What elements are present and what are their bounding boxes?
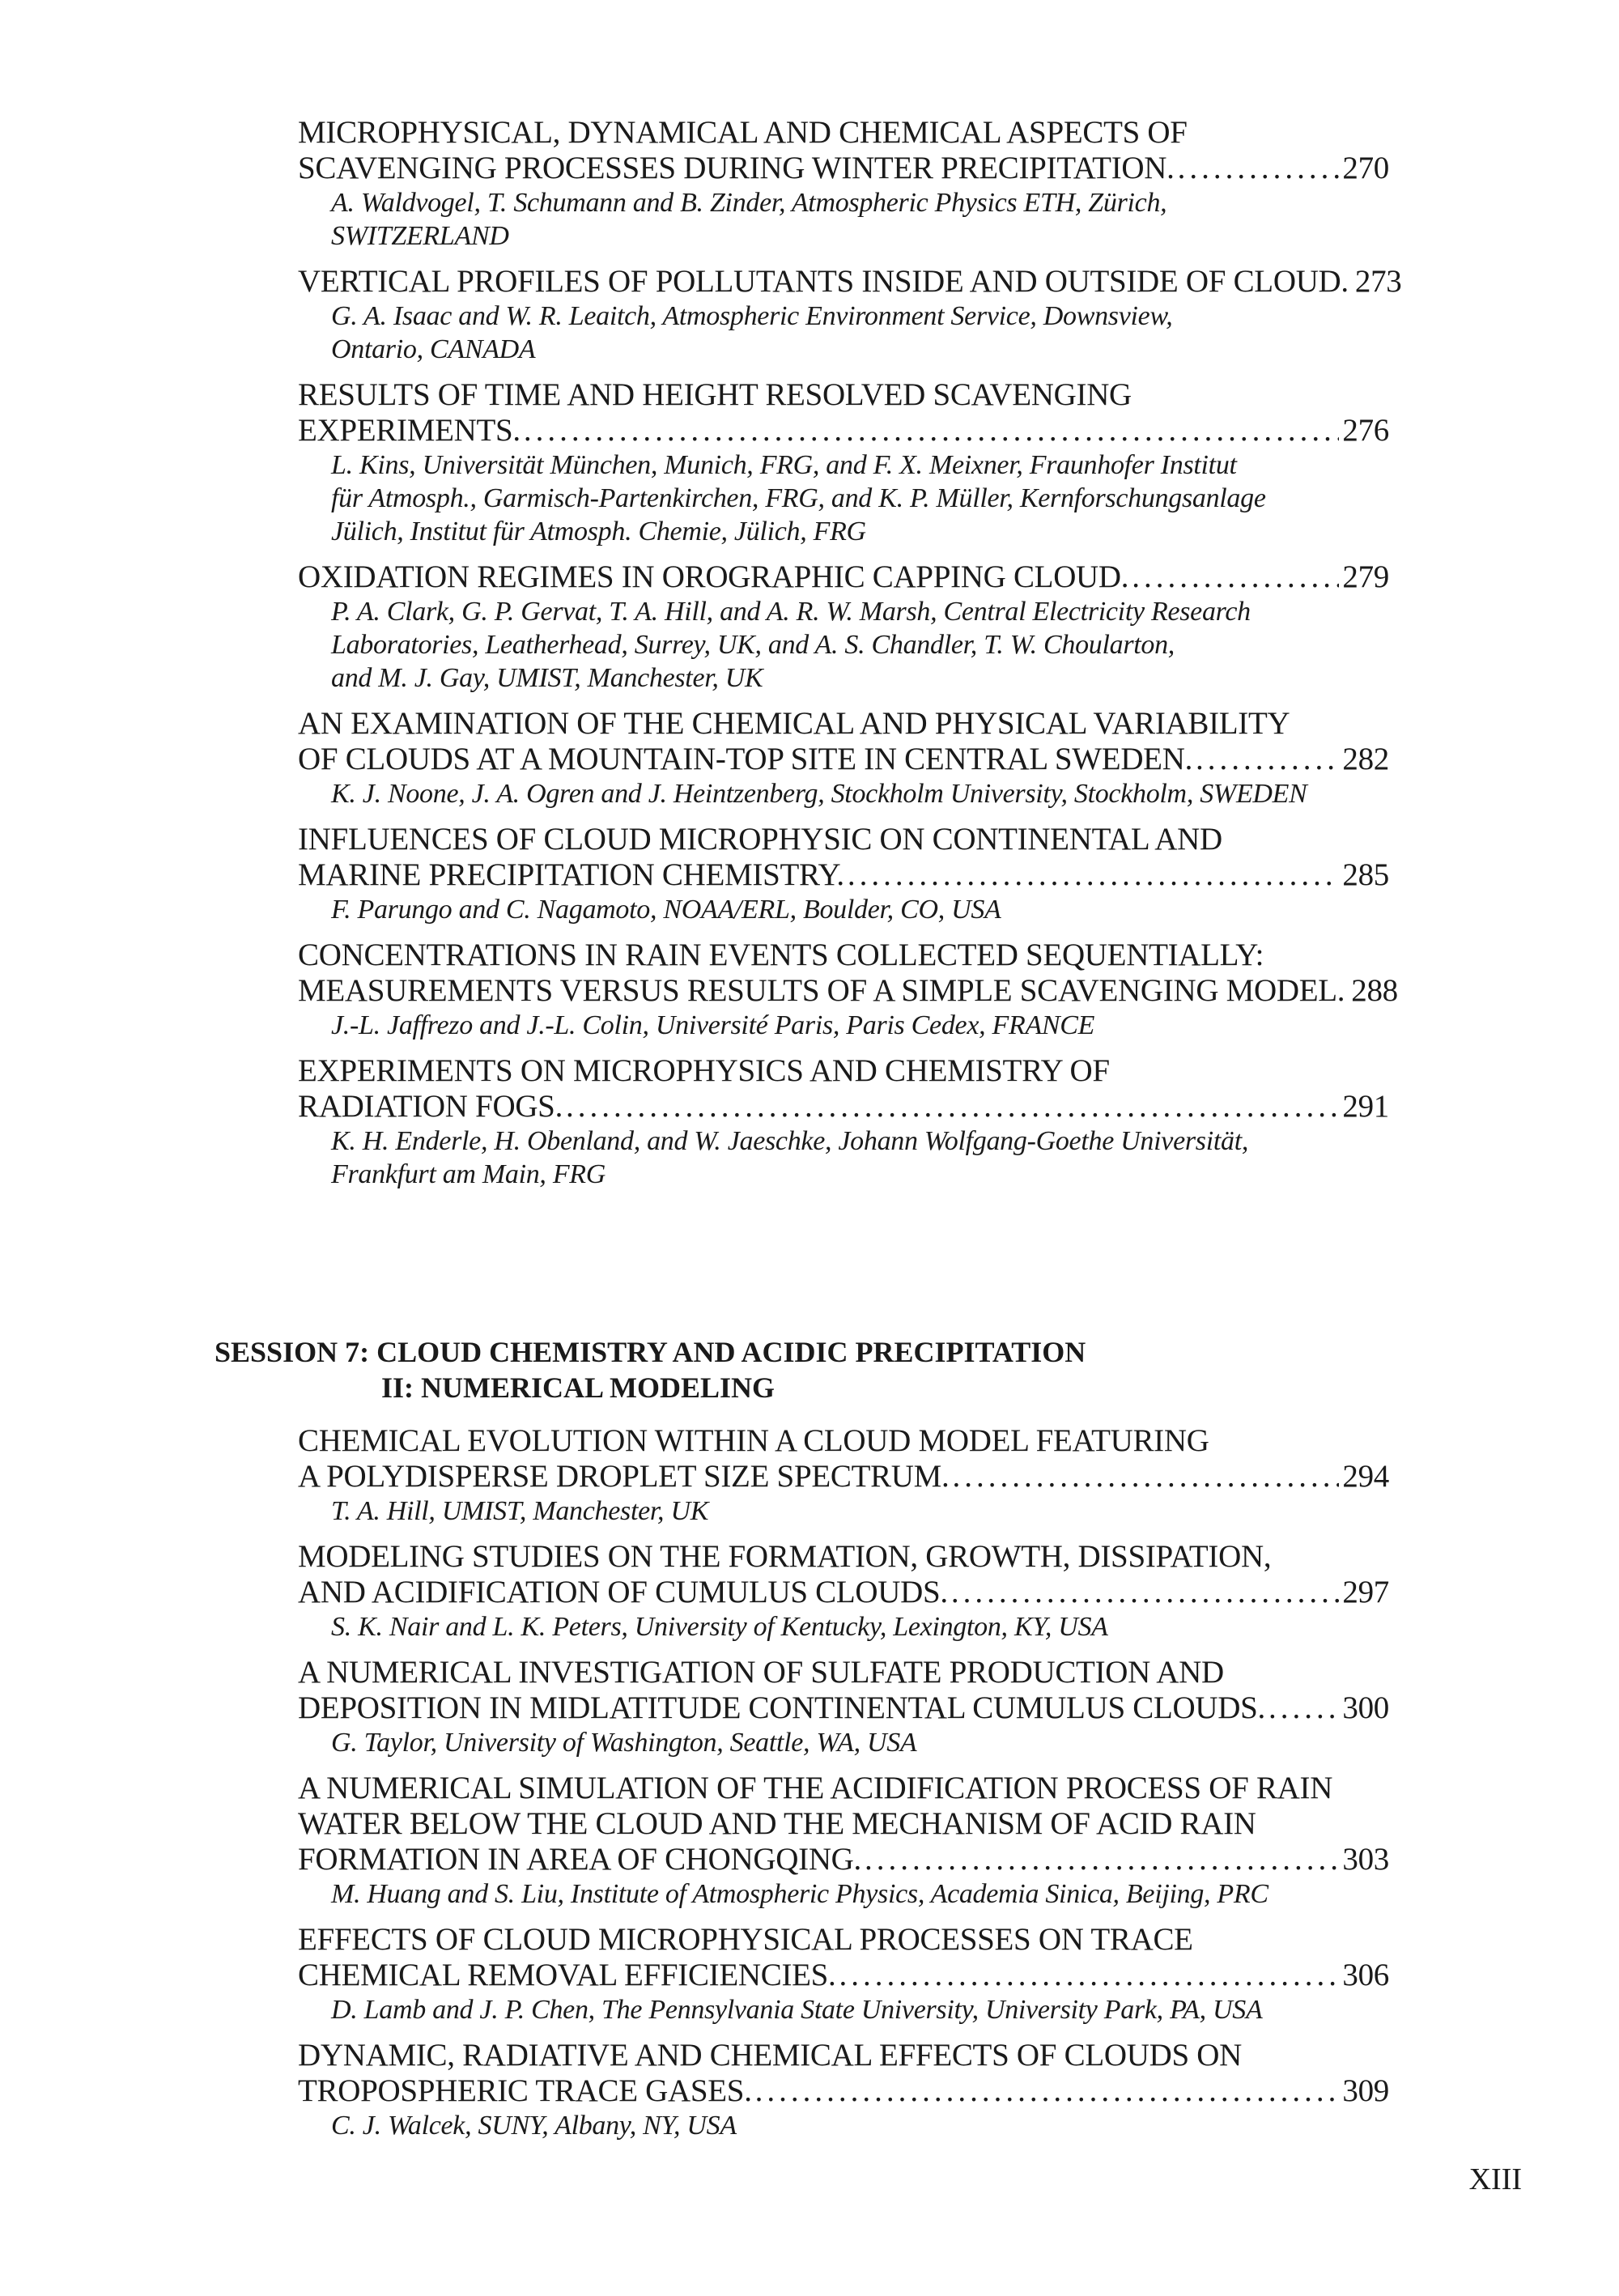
toc-entry bbox=[298, 1423, 1389, 1528]
entry-author-line: S. K. Nair and L. K. Peters, University of Kentucky, Lexington, KY, USA bbox=[331, 1612, 1108, 1642]
entry-title-line: A NUMERICAL INVESTIGATION OF SULFATE PRODUCTION AND bbox=[298, 1655, 1224, 1690]
entry-page-number: 303 bbox=[1342, 1842, 1389, 1877]
toc-entry bbox=[298, 1771, 1389, 1911]
entry-page-number: 300 bbox=[1342, 1690, 1389, 1725]
entry-title bbox=[298, 264, 1402, 300]
entry-title-line: MODELING STUDIES ON THE FORMATION, GROWTH, DISSIPATION, bbox=[298, 1539, 1272, 1574]
dot-leader bbox=[566, 1089, 1339, 1125]
entry-authors bbox=[331, 1125, 1389, 1191]
entry-author-line: M. Huang and S. Liu, Institute of Atmospheric Physics, Academia Sinica, Beijing, PRC bbox=[331, 1879, 1268, 1909]
entry-title bbox=[298, 559, 1389, 595]
entry-title-last-line bbox=[298, 857, 1389, 893]
entry-title bbox=[298, 1053, 1389, 1125]
entry-author-line: SWITZERLAND bbox=[331, 221, 509, 251]
entry-title-last-line bbox=[298, 151, 1389, 186]
dot-leader bbox=[1196, 742, 1339, 777]
entry-title bbox=[298, 377, 1389, 449]
entry-title-line: DYNAMIC, RADIATIVE AND CHEMICAL EFFECTS OF CLOUDS ON bbox=[298, 2038, 1243, 2073]
dot-leader bbox=[1178, 151, 1340, 186]
dot-leader bbox=[524, 413, 1340, 449]
entry-title-line: DEPOSITION IN MIDLATITUDE CONTINENTAL CUMULUS CLOUDS. bbox=[298, 1690, 1265, 1725]
entry-author-line: F. Parungo and C. Nagamoto, NOAA/ERL, Boulder, CO, USA bbox=[331, 895, 1001, 925]
entry-author-line: T. A. Hill, UMIST, Manchester, UK bbox=[331, 1496, 709, 1526]
entry-title-line: AN EXAMINATION OF THE CHEMICAL AND PHYSICAL VARIABILITY bbox=[298, 706, 1290, 741]
entry-title-last-line bbox=[298, 1459, 1389, 1495]
entry-title bbox=[298, 1922, 1389, 1993]
entry-title-last-line bbox=[298, 1089, 1389, 1125]
entry-title-line: INFLUENCES OF CLOUD MICROPHYSIC ON CONTINENTAL AND bbox=[298, 822, 1222, 857]
toc-entry bbox=[298, 1539, 1389, 1643]
entry-title-line: WATER BELOW THE CLOUD AND THE MECHANISM OF ACID RAIN bbox=[298, 1806, 1256, 1841]
toc-entry bbox=[298, 2038, 1389, 2142]
entry-title-last-line bbox=[298, 264, 1402, 300]
entry-page-number: 279 bbox=[1342, 559, 1389, 594]
entry-title-line: MEASUREMENTS VERSUS RESULTS OF A SIMPLE SCAVENGING MODEL. bbox=[298, 973, 1345, 1008]
entry-title-line: RESULTS OF TIME AND HEIGHT RESOLVED SCAVENGING bbox=[298, 377, 1132, 412]
entry-authors bbox=[331, 777, 1389, 810]
entry-page-number: 273 bbox=[1354, 264, 1402, 299]
entry-page-number: 294 bbox=[1342, 1459, 1389, 1494]
entry-title-line: OXIDATION REGIMES IN OROGRAPHIC CAPPING CLOUD. bbox=[298, 559, 1129, 594]
entry-authors bbox=[331, 1877, 1389, 1911]
entry-author-line: für Atmosph., Garmisch-Partenkirchen, FRG, and K. P. Müller, Kernforschungsanlage bbox=[331, 483, 1266, 513]
entry-authors bbox=[331, 1610, 1389, 1643]
entry-title bbox=[298, 938, 1398, 1009]
entry-author-line: L. Kins, Universität München, Munich, FRG, and F. X. Meixner, Fraunhofer Institut bbox=[331, 450, 1237, 480]
entry-author-line: K. J. Noone, J. A. Ogren and J. Heintzenberg, Stockholm University, Stockholm, SWEDEN bbox=[331, 779, 1307, 809]
entry-authors bbox=[331, 1495, 1389, 1528]
entry-page-number: 297 bbox=[1342, 1575, 1389, 1609]
toc-entry bbox=[298, 115, 1389, 253]
toc-entry bbox=[298, 377, 1389, 548]
entry-authors bbox=[331, 595, 1389, 695]
entry-author-line: Ontario, CANADA bbox=[331, 334, 536, 364]
entry-page-number: 276 bbox=[1342, 413, 1389, 448]
entry-title-last-line bbox=[298, 1958, 1389, 1993]
dot-leader bbox=[755, 2073, 1340, 2109]
entry-title-line: MICROPHYSICAL, DYNAMICAL AND CHEMICAL ASPECTS OF bbox=[298, 115, 1188, 150]
entry-author-line: Jülich, Institut für Atmosph. Chemie, Jülich, FRG bbox=[331, 517, 866, 546]
entry-title bbox=[298, 1539, 1389, 1610]
entry-authors bbox=[331, 449, 1389, 548]
dot-leader bbox=[953, 1459, 1340, 1495]
toc-entry bbox=[298, 1922, 1389, 2026]
entry-authors bbox=[331, 2109, 1389, 2142]
entry-title bbox=[298, 822, 1389, 893]
entry-title-last-line bbox=[298, 1575, 1389, 1610]
toc-entry bbox=[298, 559, 1389, 695]
dot-leader bbox=[1268, 1690, 1339, 1726]
toc-entry bbox=[298, 264, 1402, 366]
entry-title-last-line bbox=[298, 2073, 1389, 2109]
page-number: XIII bbox=[1468, 2162, 1522, 2196]
dot-leader bbox=[839, 1958, 1340, 1993]
dot-leader bbox=[1132, 559, 1339, 595]
entry-authors bbox=[331, 300, 1389, 366]
entry-title bbox=[298, 2038, 1389, 2109]
entry-title-last-line bbox=[298, 1842, 1389, 1877]
entry-title-line: VERTICAL PROFILES OF POLLUTANTS INSIDE AND OUTSIDE OF CLOUD. bbox=[298, 264, 1349, 299]
entry-page-number: 291 bbox=[1342, 1089, 1389, 1124]
entry-author-line: K. H. Enderle, H. Obenland, and W. Jaeschke, Johann Wolfgang-Goethe Universität, bbox=[331, 1126, 1249, 1156]
dot-leader bbox=[865, 1842, 1339, 1877]
entry-title-line: EXPERIMENTS ON MICROPHYSICS AND CHEMISTRY OF bbox=[298, 1053, 1110, 1088]
entry-title-line: CHEMICAL EVOLUTION WITHIN A CLOUD MODEL FEATURING bbox=[298, 1423, 1209, 1458]
entry-author-line: Laboratories, Leatherhead, Surrey, UK, and A. S. Chandler, T. W. Choularton, bbox=[331, 630, 1175, 660]
entry-page-number: 285 bbox=[1342, 857, 1389, 892]
entry-author-line: G. Taylor, University of Washington, Seattle, WA, USA bbox=[331, 1728, 917, 1758]
entry-title-line: EXPERIMENTS. bbox=[298, 413, 521, 448]
entry-authors bbox=[331, 1993, 1389, 2026]
entry-authors bbox=[331, 1009, 1389, 1042]
toc-entries-bottom bbox=[298, 1423, 1389, 2154]
entry-page-number: 306 bbox=[1342, 1958, 1389, 1992]
session-subtitle: II: NUMERICAL MODELING bbox=[381, 1371, 776, 1404]
entry-title bbox=[298, 1771, 1389, 1877]
entry-authors bbox=[331, 1726, 1389, 1759]
entry-page-number: 270 bbox=[1342, 151, 1389, 185]
entry-author-line: J.-L. Jaffrezo and J.-L. Colin, Université Paris, Paris Cedex, FRANCE bbox=[331, 1010, 1095, 1040]
toc-entry bbox=[298, 1655, 1389, 1759]
entry-title-line: AND ACIDIFICATION OF CUMULUS CLOUDS. bbox=[298, 1575, 948, 1609]
toc-entry bbox=[298, 1053, 1389, 1191]
entry-authors bbox=[331, 893, 1389, 926]
entry-title-line: TROPOSPHERIC TRACE GASES. bbox=[298, 2073, 752, 2108]
entry-title-line: RADIATION FOGS. bbox=[298, 1089, 563, 1124]
entry-author-line: D. Lamb and J. P. Chen, The Pennsylvania State University, University Park, PA, USA bbox=[331, 1995, 1263, 2025]
entry-author-line: A. Waldvogel, T. Schumann and B. Zinder, Atmospheric Physics ETH, Zürich, bbox=[331, 188, 1167, 218]
entry-title bbox=[298, 1655, 1389, 1726]
dot-leader bbox=[951, 1575, 1340, 1610]
entry-author-line: and M. J. Gay, UMIST, Manchester, UK bbox=[331, 663, 763, 693]
entry-title bbox=[298, 706, 1389, 777]
toc-entry bbox=[298, 938, 1398, 1042]
entry-title-last-line bbox=[298, 973, 1398, 1009]
entry-page-number: 282 bbox=[1342, 742, 1389, 776]
toc-entry bbox=[298, 822, 1389, 926]
entry-title-line: A NUMERICAL SIMULATION OF THE ACIDIFICATION PROCESS OF RAIN bbox=[298, 1771, 1333, 1805]
entry-title-line: FORMATION IN AREA OF CHONGQING. bbox=[298, 1842, 861, 1877]
entry-page-number: 309 bbox=[1342, 2073, 1389, 2108]
session-heading bbox=[215, 1334, 1086, 1405]
entry-title-line: OF CLOUDS AT A MOUNTAIN-TOP SITE IN CENTRAL SWEDEN. bbox=[298, 742, 1193, 776]
entry-author-line: G. A. Isaac and W. R. Leaitch, Atmospheric Environment Service, Downsview, bbox=[331, 301, 1173, 331]
entry-title-line: A POLYDISPERSE DROPLET SIZE SPECTRUM. bbox=[298, 1459, 950, 1494]
entry-title-last-line bbox=[298, 413, 1389, 449]
entry-title-line: MARINE PRECIPITATION CHEMISTRY. bbox=[298, 857, 844, 892]
entry-author-line: C. J. Walcek, SUNY, Albany, NY, USA bbox=[331, 2111, 737, 2141]
entry-title-last-line bbox=[298, 559, 1389, 595]
entry-title-line: CHEMICAL REMOVAL EFFICIENCIES. bbox=[298, 1958, 836, 1992]
dot-leader bbox=[848, 857, 1340, 893]
entry-authors bbox=[331, 186, 1389, 253]
toc-entry bbox=[298, 706, 1389, 810]
entry-title-line: CONCENTRATIONS IN RAIN EVENTS COLLECTED SEQUENTIALLY: bbox=[298, 938, 1264, 972]
entry-title-line: EFFECTS OF CLOUD MICROPHYSICAL PROCESSES ON TRACE bbox=[298, 1922, 1193, 1957]
entry-title bbox=[298, 1423, 1389, 1495]
entry-page-number: 288 bbox=[1351, 973, 1398, 1008]
entry-title bbox=[298, 115, 1389, 186]
entry-author-line: Frankfurt am Main, FRG bbox=[331, 1159, 606, 1189]
entry-title-last-line bbox=[298, 1690, 1389, 1726]
entry-title-line: SCAVENGING PROCESSES DURING WINTER PRECIPITATION. bbox=[298, 151, 1175, 185]
session-title: SESSION 7: CLOUD CHEMISTRY AND ACIDIC PRECIPITATION bbox=[215, 1336, 1086, 1368]
entry-title-last-line bbox=[298, 742, 1389, 777]
entry-author-line: P. A. Clark, G. P. Gervat, T. A. Hill, and A. R. W. Marsh, Central Electricity Research bbox=[331, 597, 1251, 627]
toc-entries-top bbox=[298, 115, 1402, 1202]
